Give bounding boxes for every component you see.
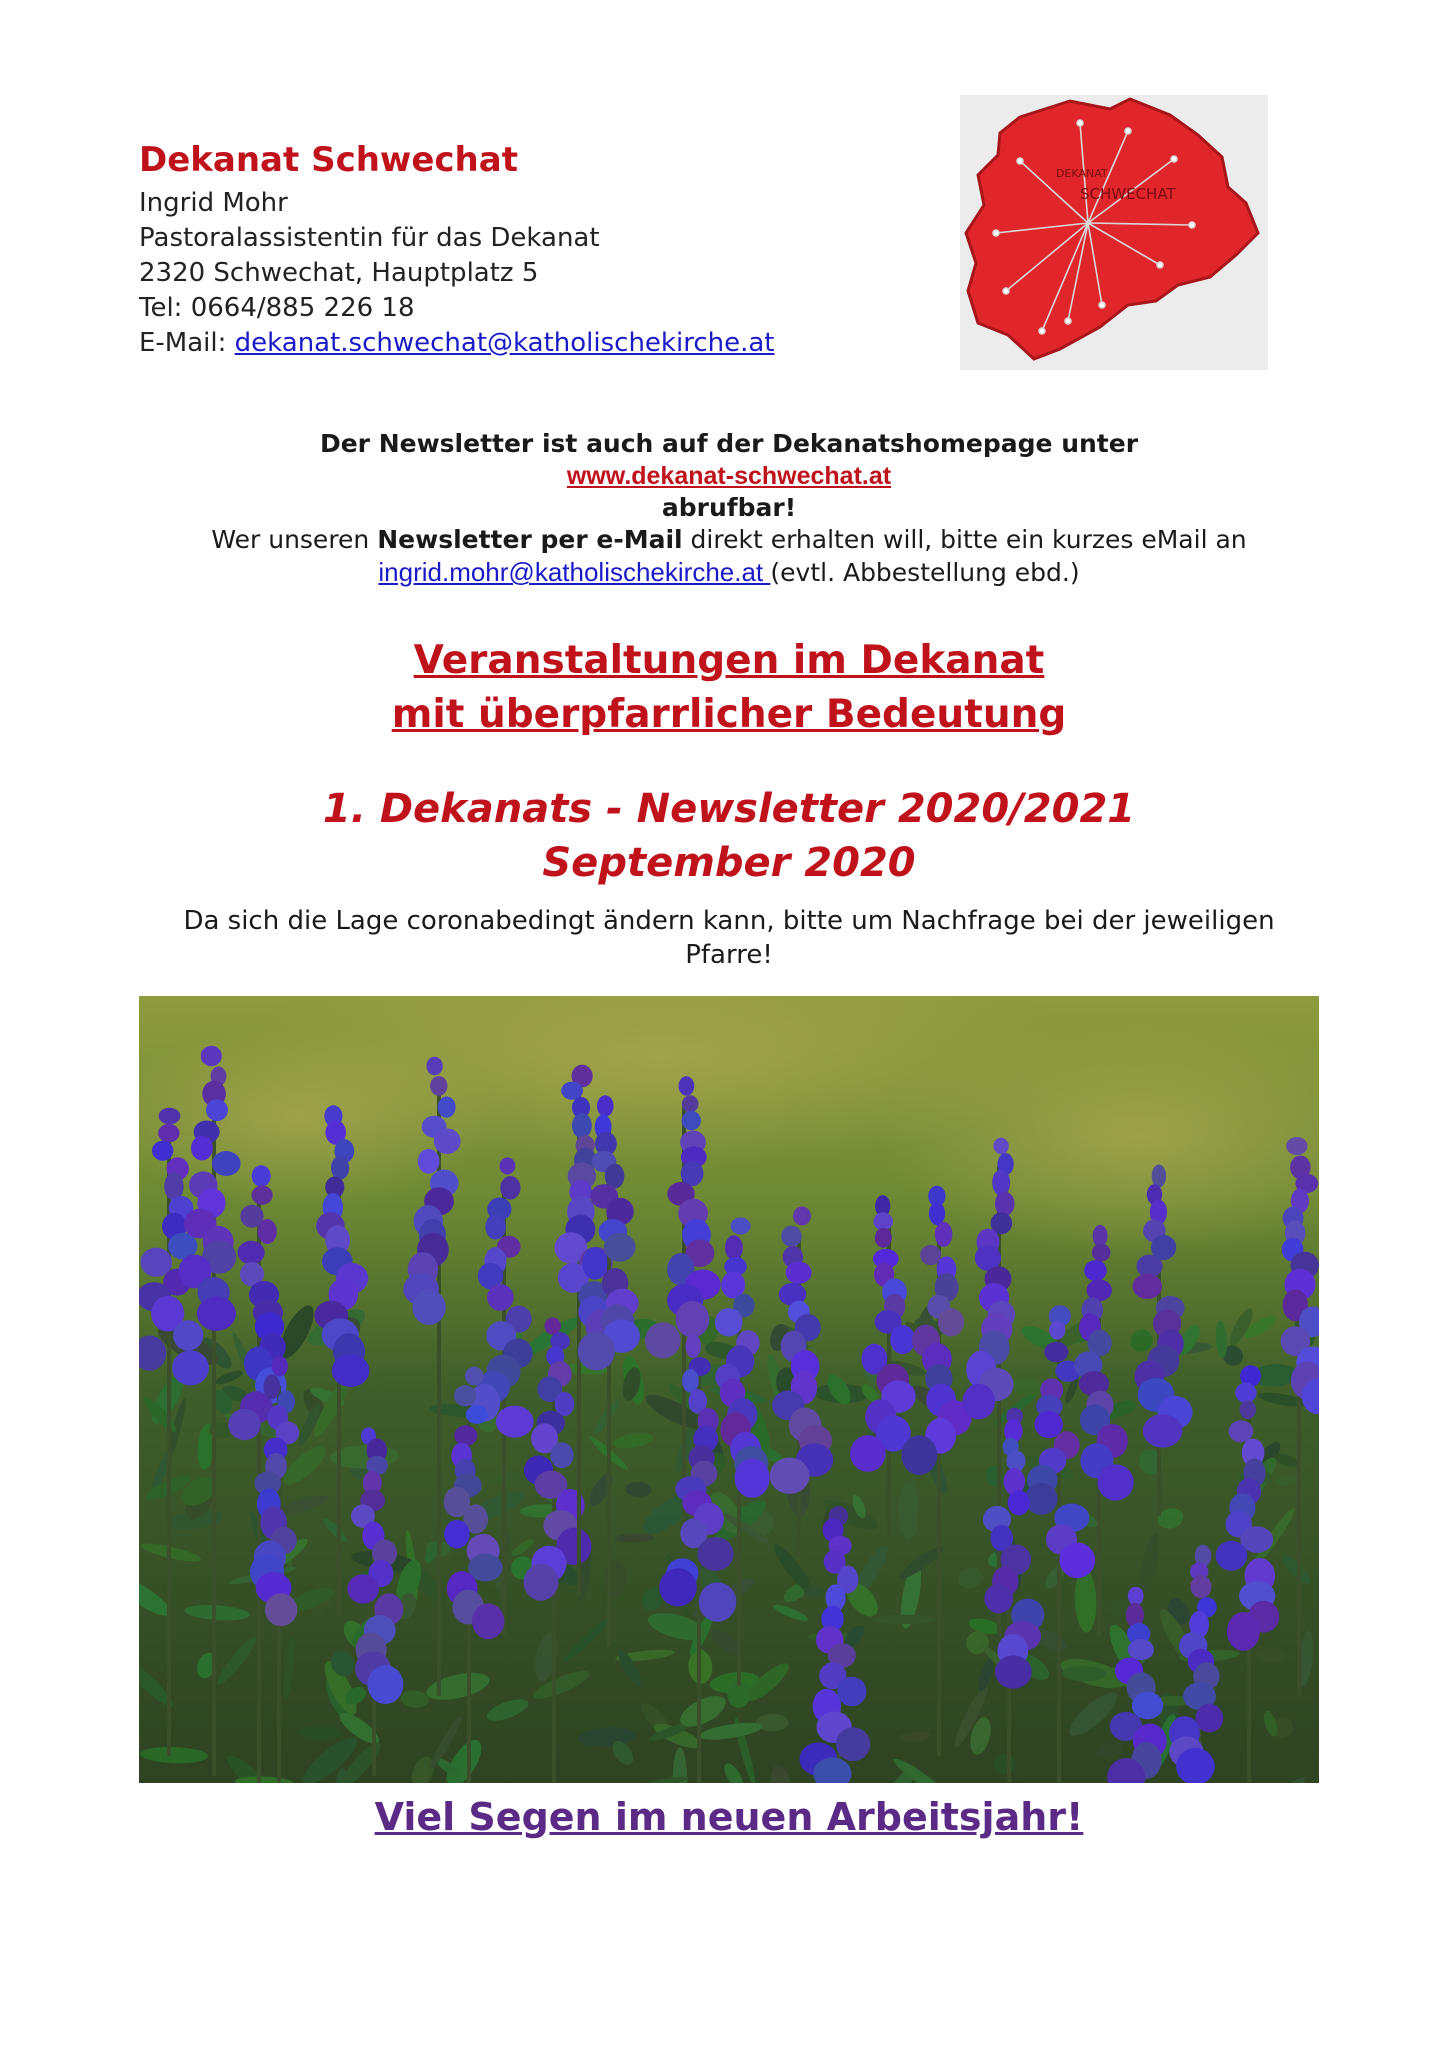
newsletter-title-number: 1. Dekanats - Newsletter 2020/2021 [322, 786, 1136, 832]
subscribe-text-post: direkt erhalten will, bitte ein kurzes eMail an [682, 525, 1247, 554]
events-heading [139, 634, 1319, 742]
events-heading-line1: Veranstaltungen im Dekanat [413, 638, 1045, 683]
email-label: E-Mail: [139, 328, 235, 358]
org-title: Dekanat Schwechat [139, 140, 518, 180]
contact-mail-link[interactable]: ingrid.mohr@katholischekirche.at [378, 557, 771, 587]
corona-notice: Da sich die Lage coronabedingt ändern kann, bitte um Nachfrage bei der jeweiligen Pfarre! [183, 906, 1275, 970]
info-line-contact [139, 556, 1319, 589]
subscribe-text-bold: Newsletter per e-Mail [377, 525, 683, 554]
dekanat-map-icon [960, 95, 1268, 370]
logo-label-main: SCHWECHAT [1080, 185, 1176, 203]
monkshood-flowers-image [139, 996, 1319, 1783]
contact-role: Pastoralassistentin für das Dekanat [139, 223, 600, 253]
contact-email-link[interactable]: dekanat.schwechat@katholischekirche.at [234, 328, 775, 358]
info-line-abrufbar: abrufbar! [661, 493, 797, 522]
info-line-subscribe [139, 524, 1319, 556]
homepage-link[interactable]: www.dekanat-schwechat.at [566, 462, 892, 490]
contact-phone: Tel: 0664/885 226 18 [139, 293, 415, 323]
newsletter-title-month: September 2020 [542, 840, 916, 886]
contact-email-line [139, 326, 839, 361]
newsletter-title [139, 782, 1319, 890]
events-heading-line2: mit überpfarrlicher Bedeutung [391, 692, 1067, 737]
contact-block [139, 138, 839, 361]
dekanat-logo [960, 95, 1268, 370]
contact-person: Ingrid Mohr [139, 188, 288, 218]
info-line-homepage-intro: Der Newsletter ist auch auf der Dekanatshomepage unter [319, 429, 1139, 458]
newsletter-info [139, 428, 1319, 589]
blessing-text: Viel Segen im neuen Arbeitsjahr! [374, 1795, 1084, 1839]
subscribe-text-pre: Wer unseren [211, 525, 378, 554]
contact-address: 2320 Schwechat, Hauptplatz 5 [139, 258, 539, 288]
unsubscribe-note: (evtl. Abbestellung ebd.) [770, 558, 1080, 587]
logo-label-top: DEKANAT [1056, 167, 1108, 180]
flower-photo [139, 996, 1319, 1783]
